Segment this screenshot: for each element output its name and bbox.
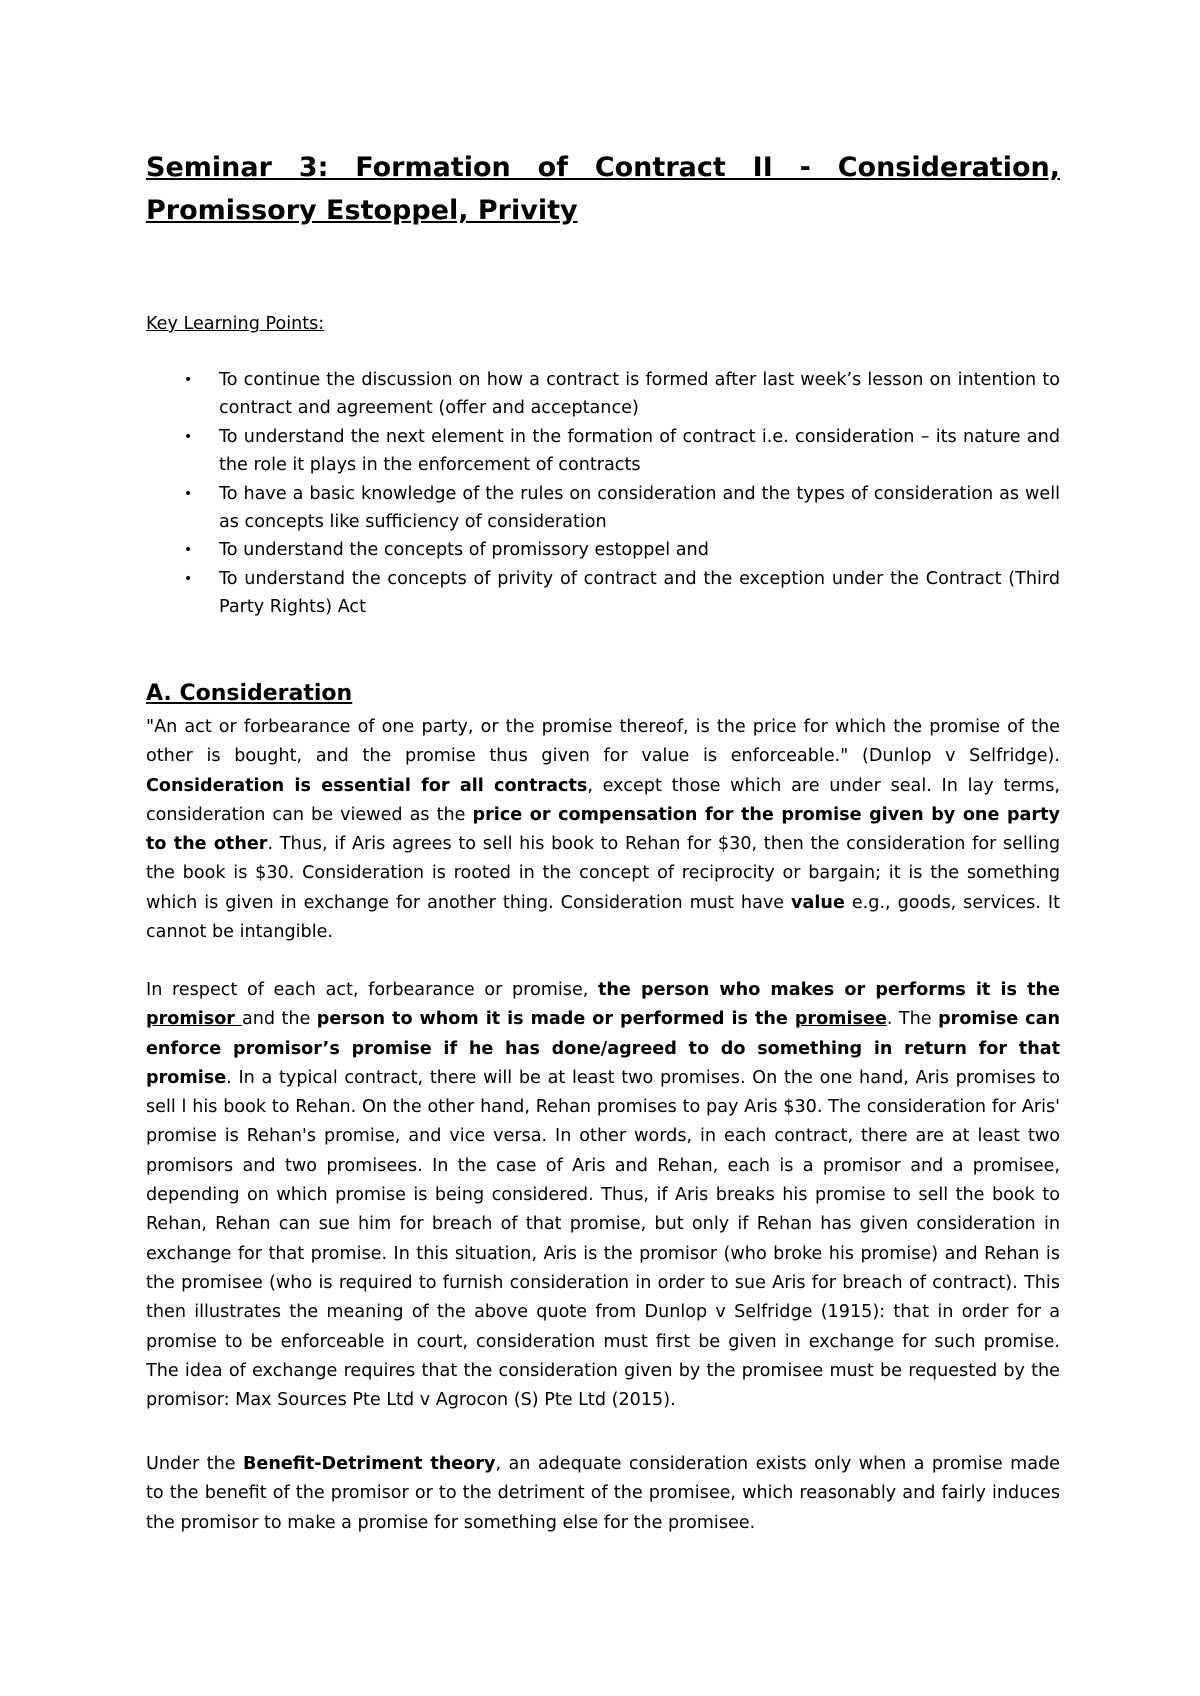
list-item: • To continue the discussion on how a contract is formed after last week’s lesson on intention to contract and agreement (offer and acceptance) [146, 366, 1060, 423]
list-item: • To understand the next element in the formation of contract i.e. consideration – its nature and the role it plays in the enforcement of contracts [146, 423, 1060, 480]
bullet-icon: • [184, 372, 193, 388]
paragraph-promisor-promisee: In respect of each act, forbearance or promise, the person who makes or performs it is the promisor and the person to whom it is made or performed is the promisee. The promise can enforce promisor’s promise if he has done/agreed to do something in return for that promise. In a typical contract, there will be at least two promises. On the one hand, Aris promises to sell l his book to Rehan. On the other hand, Rehan promises to pay Aris $30. The consideration for Aris' promise is Rehan's promise, and vice versa. In other words, in each contract, there are at least two promisors and two promisees. In the case of Aris and Rehan, each is a promisor and a promisee, depending on which promise is being considered. Thus, if Aris breaks his promise to sell the book to Rehan, Rehan can sue him for breach of that promise, but only if Rehan has given consideration in exchange for that promise. In this situation, Aris is the promisor (who broke his promise) and Rehan is the promisee (who is required to furnish consideration in order to sue Aris for breach of contract). This then illustrates the meaning of the above quote from Dunlop v Selfridge (1915): that in order for a promise to be enforceable in court, consideration must first be given in exchange for such promise. The idea of exchange requires that the consideration given by the promisee must be requested by the promisor: Max Sources Pte Ltd v Agrocon (S) Pte Ltd (2015). [146, 980, 1061, 1411]
bullet-icon: • [184, 428, 193, 445]
bullet-icon: • [184, 542, 193, 559]
list-item: • To have a basic knowledge of the rules on consideration and the types of consideration as well as concepts like sufficiency of consideration [146, 480, 1060, 537]
page-title: Seminar 3: Formation of Contract II - Consideration, Promissory Estoppel, Privity [146, 152, 1060, 226]
list-item: • To understand the concepts of privity of contract and the exception under the Contract (Third Party Rights) Act [146, 565, 1060, 622]
paragraph-definition: "An act or forbearance of one party, or the promise thereof, is the price for which the promise of the other is bought, and the promise thus given for value is enforceable." (Dunlop v Selfridge). Consideration is essential for all contracts, except those which are under seal. In lay terms, consideration can be viewed as the price or compensation for the promise given by one party to the other. Thus, if Aris agrees to sell his book to Rehan for $30, then the consideration for selling the book is $30. Consideration is rooted in the concept of reciprocity or bargain; it is the something which is given in exchange for another thing. Consideration must have value e.g., goods, services. It cannot be intangible. [146, 717, 1060, 943]
key-learning-points-heading: Key Learning Points: [146, 314, 325, 334]
list-item: • To understand the concepts of promissory estoppel and [146, 536, 1060, 564]
section-heading-consideration: A. Consideration [146, 681, 353, 706]
key-learning-points-list [146, 366, 1060, 622]
paragraph-benefit-detriment: Under the Benefit-Detriment theory, an adequate consideration exists only when a promise made to the benefit of the promisor or to the detriment of the promisee, which reasonably and fairly induces the promisor to make a promise for something else for the promisee. [146, 1454, 1060, 1533]
bullet-icon: • [184, 570, 193, 587]
bullet-icon: • [184, 485, 193, 502]
